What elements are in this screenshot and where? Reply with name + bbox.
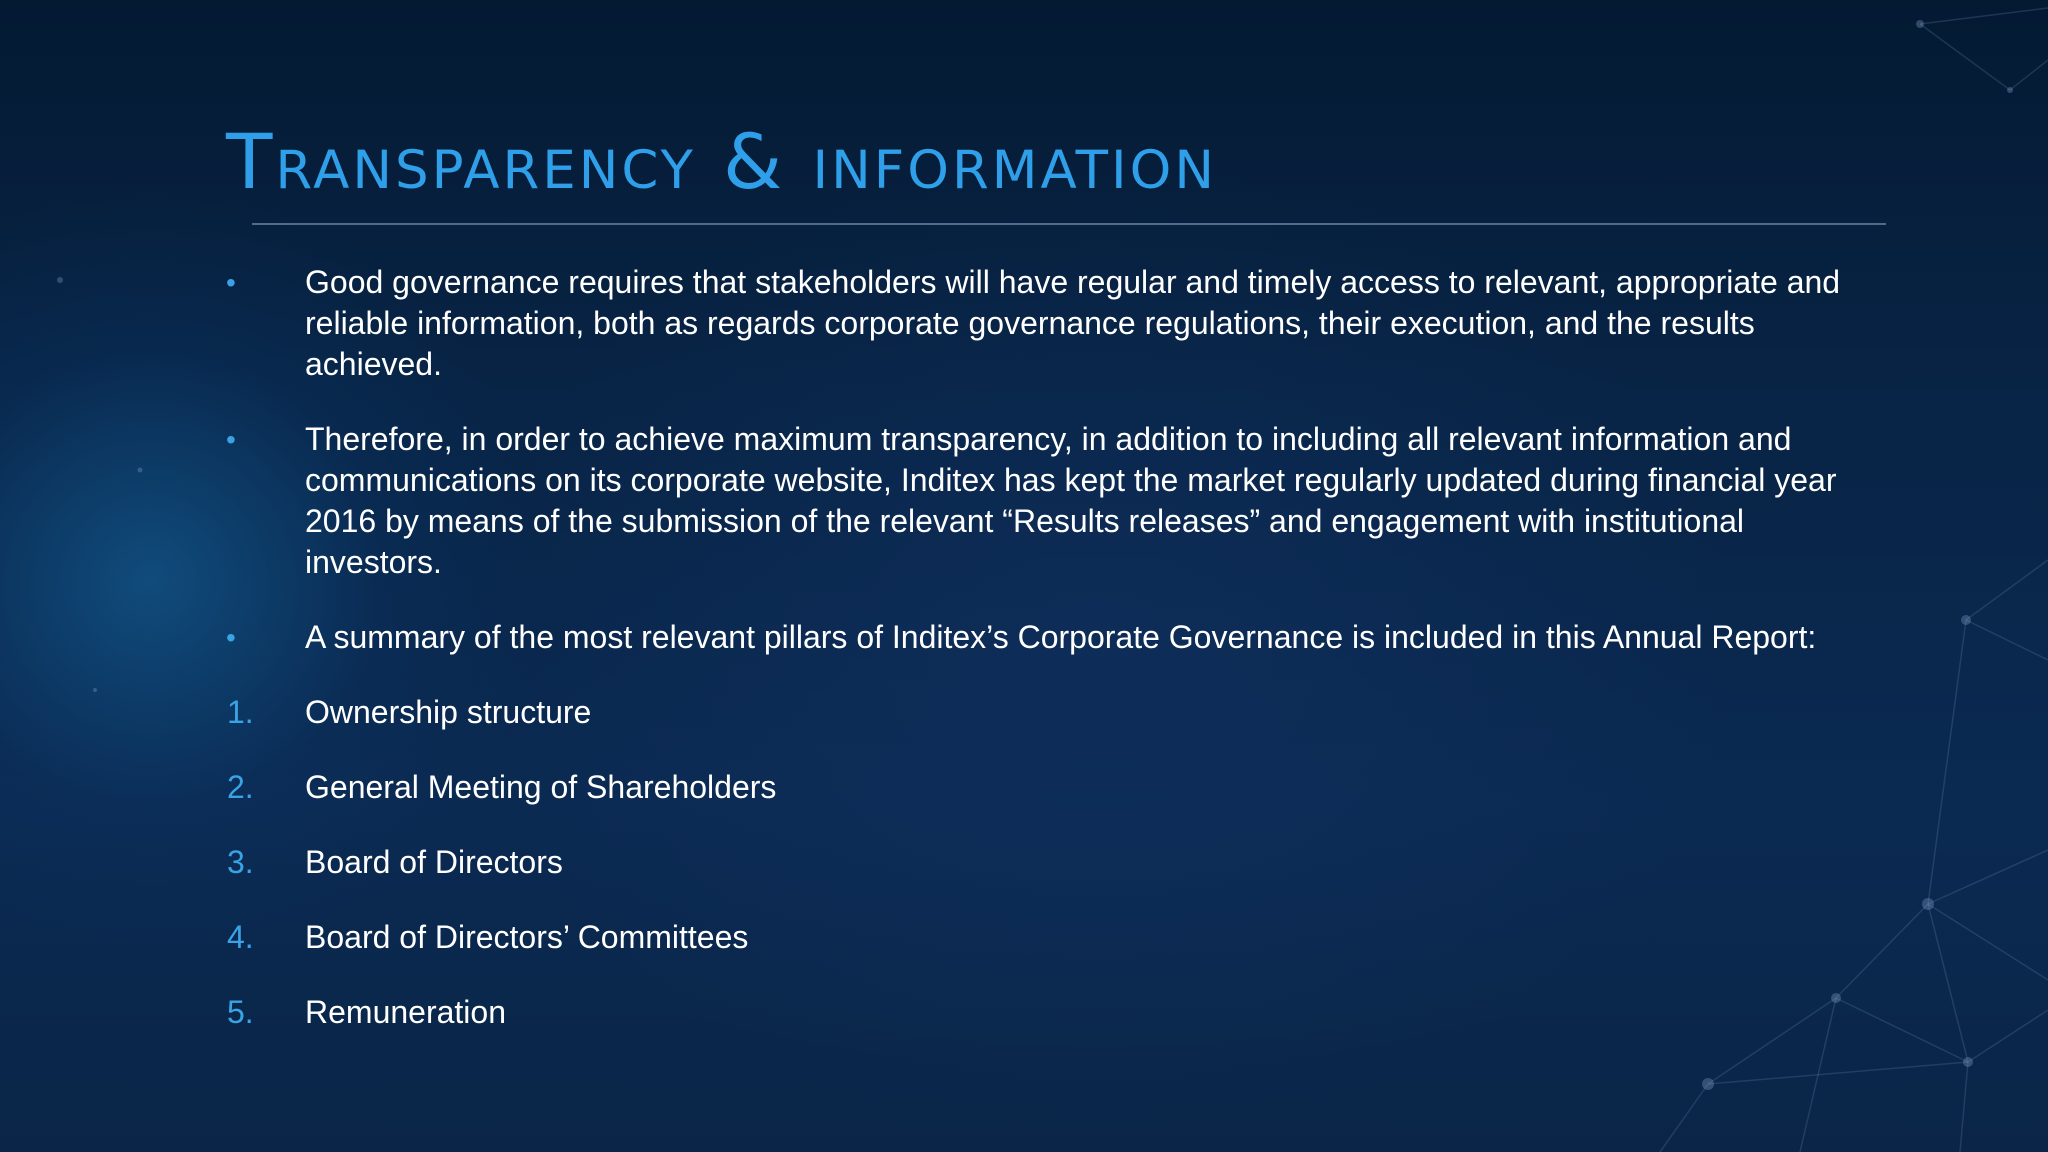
number-marker: 1. — [227, 694, 254, 730]
numbered-item — [226, 767, 1866, 808]
number-marker: 2. — [227, 769, 254, 805]
numbered-text: Remuneration — [305, 994, 506, 1030]
numbered-text: Board of Directors — [305, 844, 563, 880]
bullet-text: Good governance requires that stakeholders will have regular and timely access to relevant, appropriate and reliable information, both as regards corporate governance regulations, their execution, and the results achieved. — [305, 264, 1841, 382]
numbered-text: Board of Directors’ Committees — [305, 919, 749, 955]
bullet-text: A summary of the most relevant pillars of Inditex’s Corporate Governance is included in this Annual Report: — [305, 619, 1817, 655]
numbered-text: Ownership structure — [305, 694, 592, 730]
numbered-item — [226, 917, 1866, 958]
bullet-item — [226, 617, 1866, 658]
numbered-item — [226, 842, 1866, 883]
numbered-item — [226, 692, 1866, 733]
slide-content-list — [226, 262, 1866, 1067]
slide-title: Transparency & information — [226, 117, 1218, 206]
bullet-marker: • — [226, 424, 236, 455]
numbered-text: General Meeting of Shareholders — [305, 769, 777, 805]
bullet-item — [226, 262, 1866, 385]
title-divider — [252, 223, 1886, 225]
bullet-marker: • — [226, 622, 236, 653]
bullet-text: Therefore, in order to achieve maximum transparency, in addition to including all relevant information and communications on its corporate website, Inditex has kept the market regularly updated during financial year 2016 by means of the submission of the relevant “Results releases” and engagement with institutional investors. — [305, 421, 1837, 580]
number-marker: 3. — [227, 844, 254, 880]
number-marker: 5. — [227, 994, 254, 1030]
number-marker: 4. — [227, 919, 254, 955]
numbered-item — [226, 992, 1866, 1033]
bullet-marker: • — [226, 267, 236, 298]
bullet-item — [226, 419, 1866, 583]
